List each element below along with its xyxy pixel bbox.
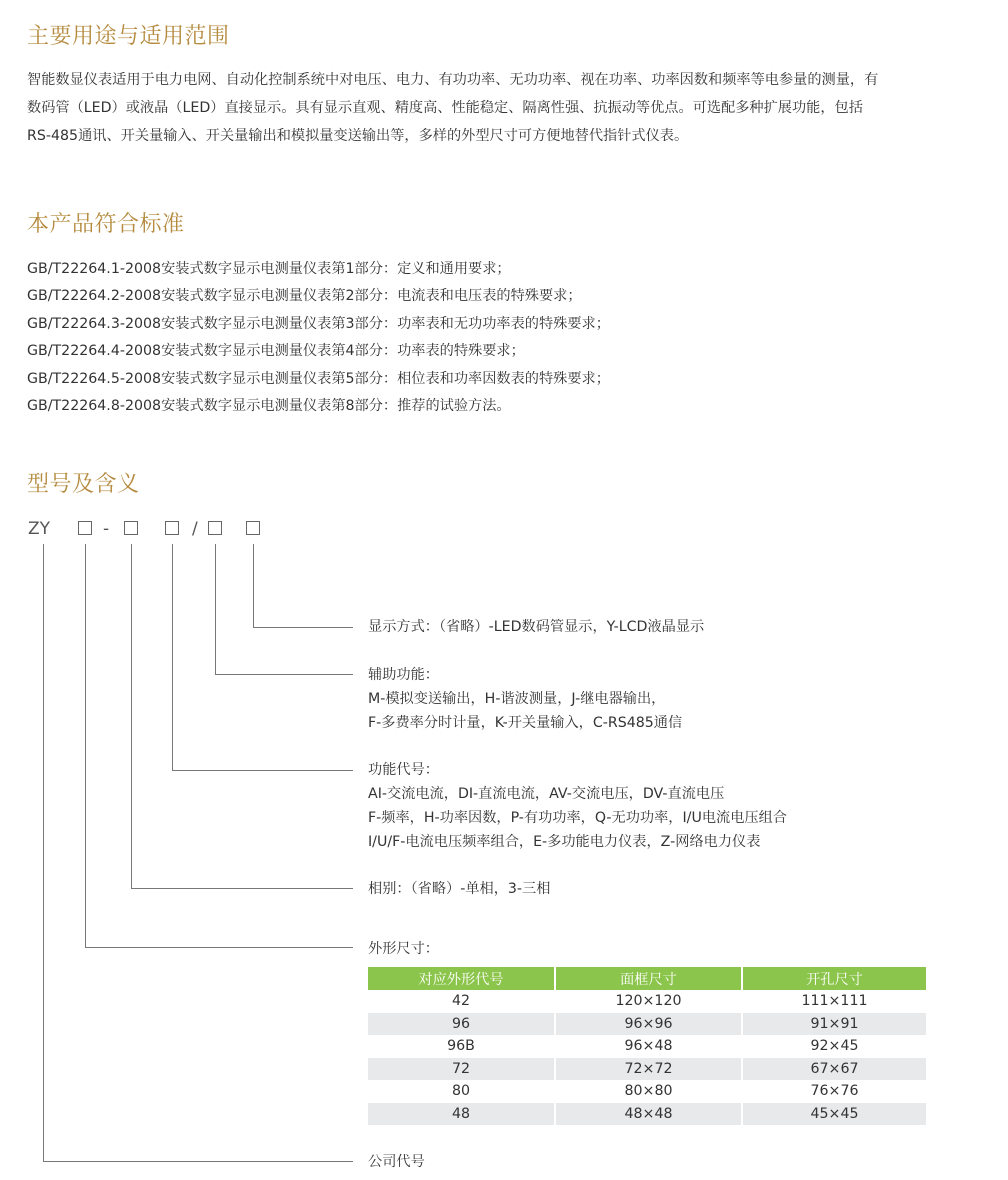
table-cell: 111×111 [801,993,868,1010]
func-title: 功能代号： [368,762,439,778]
table-cell: 96×48 [556,1035,743,1058]
connector-aux-h [215,674,353,675]
connector-display-h [253,627,353,628]
table-cell: 92×45 [810,1038,859,1055]
connector-display [253,544,254,628]
func-line: AI-交流电流，DI-直流电流，AV-交流电压，DV-直流电压 [368,786,725,802]
connector-size [85,544,86,948]
table-cell: 96 [368,1013,556,1036]
model-slot-function [165,521,179,535]
standard-item: GB/T22264.4-2008安装式数字显示电测量仪表第4部分：功率表的特殊要求； [27,343,525,360]
table-header: 开孔尺寸 [743,967,926,990]
connector-aux [215,544,216,675]
standard-item: GB/T22264.2-2008安装式数字显示电测量仪表第2部分：电流表和电压表的特殊要求； [27,288,582,305]
table-cell: 80 [368,1080,556,1103]
table-header: 对应外形代号 [368,967,556,990]
size-title: 外形尺寸： [368,941,439,957]
table-cell: 80×80 [556,1080,743,1103]
table-header-row [368,967,926,990]
connector-company [43,544,44,1162]
section-title-standards: 本产品符合标准 [27,212,185,237]
standards-list [27,256,610,420]
standard-item: GB/T22264.5-2008安装式数字显示电测量仪表第5部分：相位表和功率因数表的特殊要求； [27,370,610,387]
usage-line: RS-485通讯、开关量输入、开关量输出和模拟量变送输出等，多样的外型尺寸可方便地替代指针式仪表。 [27,128,689,144]
model-dash: - [103,519,110,539]
standard-item: GB/T22264.3-2008安装式数字显示电测量仪表第3部分：功率表和无功功率表的特殊要求； [27,315,610,332]
table-row [368,1013,926,1036]
table-row [368,1035,926,1058]
section-title-usage: 主要用途与适用范围 [27,24,230,49]
usage-paragraph [27,66,1002,150]
display-mode-desc: 显示方式：（省略）-LED数码管显示，Y-LCD液晶显示 [368,619,705,635]
table-cell: 42 [368,990,556,1013]
aux-line: F-多费率分时计量，K-开关量输入，C-RS485通信 [368,715,683,731]
table-cell: 76×76 [810,1083,859,1100]
table-cell: 45×45 [743,1103,926,1126]
table-cell: 96×96 [556,1013,743,1036]
model-slot-display [246,521,260,535]
usage-line: 智能数显仪表适用于电力电网、自动化控制系统中对电压、电力、有功功率、无功功率、视在功率、功率因数和频率等电参量的测量，有 [27,72,879,88]
section-title-model: 型号及含义 [27,472,140,497]
phase-desc: 相别：（省略）-单相，3-三相 [368,881,551,897]
table-cell: 72×72 [556,1058,743,1081]
table-cell: 96B [368,1035,556,1058]
company-code-desc: 公司代号 [368,1154,425,1170]
connector-phase-h [131,888,353,889]
table-row [368,1058,926,1081]
func-line: F-频率，H-功率因数，P-有功功率，Q-无功功率，I/U电流电压组合 [368,810,787,826]
standard-item: GB/T22264.1-2008安装式数字显示电测量仪表第1部分：定义和通用要求； [27,261,511,277]
table-cell: 48 [368,1103,556,1126]
model-slash: / [192,519,198,539]
model-slot-aux [208,521,222,535]
table-cell: 48×48 [556,1103,743,1126]
connector-function-h [172,770,353,771]
aux-function-desc [368,663,682,735]
model-prefix: ZY [28,519,51,539]
table-cell: 91×91 [743,1013,926,1036]
model-slot-phase [124,521,138,535]
connector-function [172,544,173,771]
usage-line: 数码管（LED）或液晶（LED）直接显示。具有显示直观、精度高、性能稳定、隔离性强、抗振动等优点。可选配多种扩展功能，包括 [27,100,863,116]
table-cell: 120×120 [556,990,743,1013]
table-cell: 72 [368,1058,556,1081]
function-code-desc [368,758,787,854]
table-row [368,990,926,1013]
aux-line: M-模拟变送输出，H-谐波测量，J-继电器输出， [368,691,666,707]
size-table [368,967,926,1125]
func-line: I/U/F-电流电压频率组合，E-多功能电力仪表，Z-网络电力仪表 [368,834,761,850]
table-row [368,1080,926,1103]
connector-phase [131,544,132,889]
connector-company-h [43,1161,353,1162]
connector-size-h [85,947,353,948]
table-header: 面框尺寸 [556,967,743,990]
table-row [368,1103,926,1126]
model-slot-size [78,521,92,535]
standard-item: GB/T22264.8-2008安装式数字显示电测量仪表第8部分：推荐的试验方法。 [27,398,511,415]
table-cell: 67×67 [743,1058,926,1081]
aux-title: 辅助功能： [368,667,439,683]
